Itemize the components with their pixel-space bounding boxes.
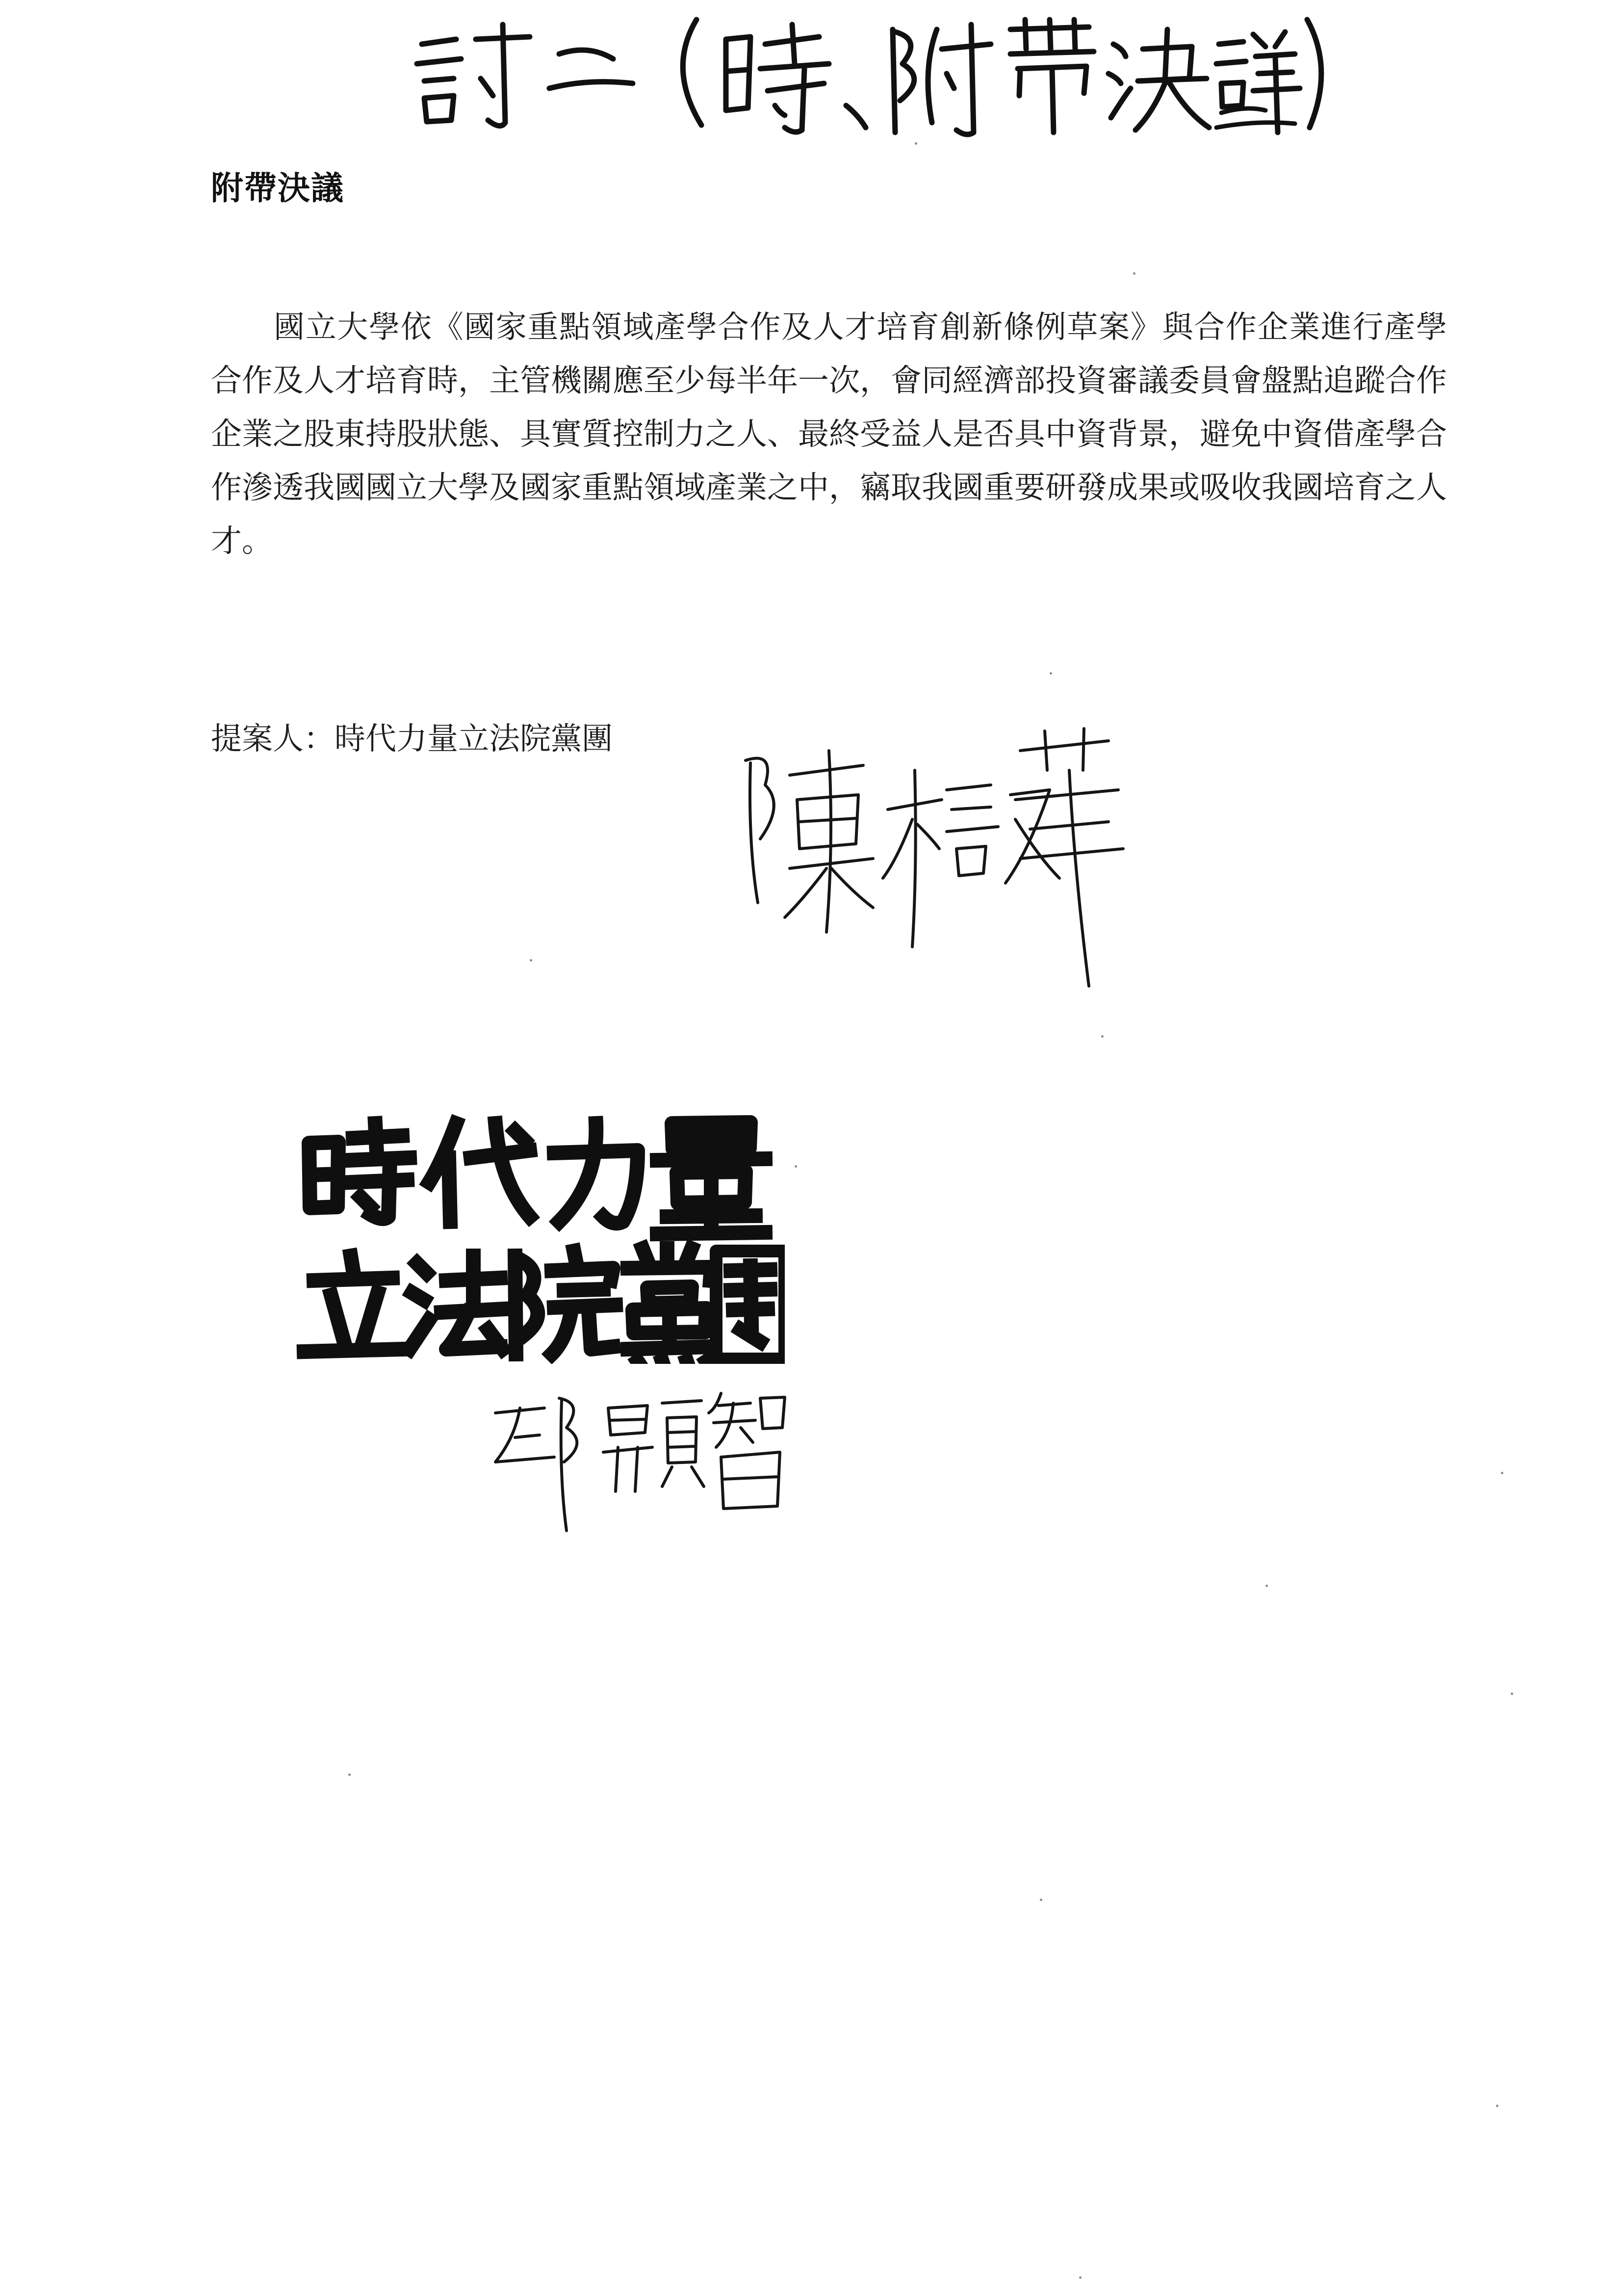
scan-speck <box>1101 1035 1104 1038</box>
scan-speck <box>1133 272 1135 275</box>
scan-speck <box>1501 1472 1503 1474</box>
proposer-name: 時代力量立法院黨團 <box>335 721 613 757</box>
proposer-line <box>211 714 613 758</box>
scan-speck <box>1050 672 1052 675</box>
section-title: 附帶決議 <box>211 169 344 207</box>
scan-speck <box>1079 2276 1082 2279</box>
scan-speck <box>795 1165 797 1168</box>
scan-speck <box>1496 2105 1498 2107</box>
scan-speck <box>1040 1899 1042 1901</box>
resolution-body: 國立大學依《國家重點領域產學合作及人才培育創新條例草案》與合作企業進行產學合作及人才培育時，主管機關應至少每半年一次，會同經濟部投資審議委員會盤點追蹤合作企業之股東持股狀態、具實質控制力之人、最終受益人是否具中資背景，避免中資借產學合作滲透我國國立大學及國家重點領域產業之中，竊取我國重要研發成果或吸收我國培育之人才。 <box>211 309 1447 559</box>
scan-speck <box>348 1774 351 1776</box>
proposer-label: 提案人： <box>211 721 335 757</box>
scan-speck <box>1511 1693 1513 1695</box>
signature-chen <box>716 721 1138 996</box>
scan-speck <box>1265 1585 1268 1587</box>
signature-chiu <box>486 1379 799 1545</box>
scan-speck <box>530 959 532 962</box>
handwritten-header <box>402 10 1334 137</box>
scan-speck <box>915 142 917 145</box>
party-stamp <box>294 1109 785 1364</box>
